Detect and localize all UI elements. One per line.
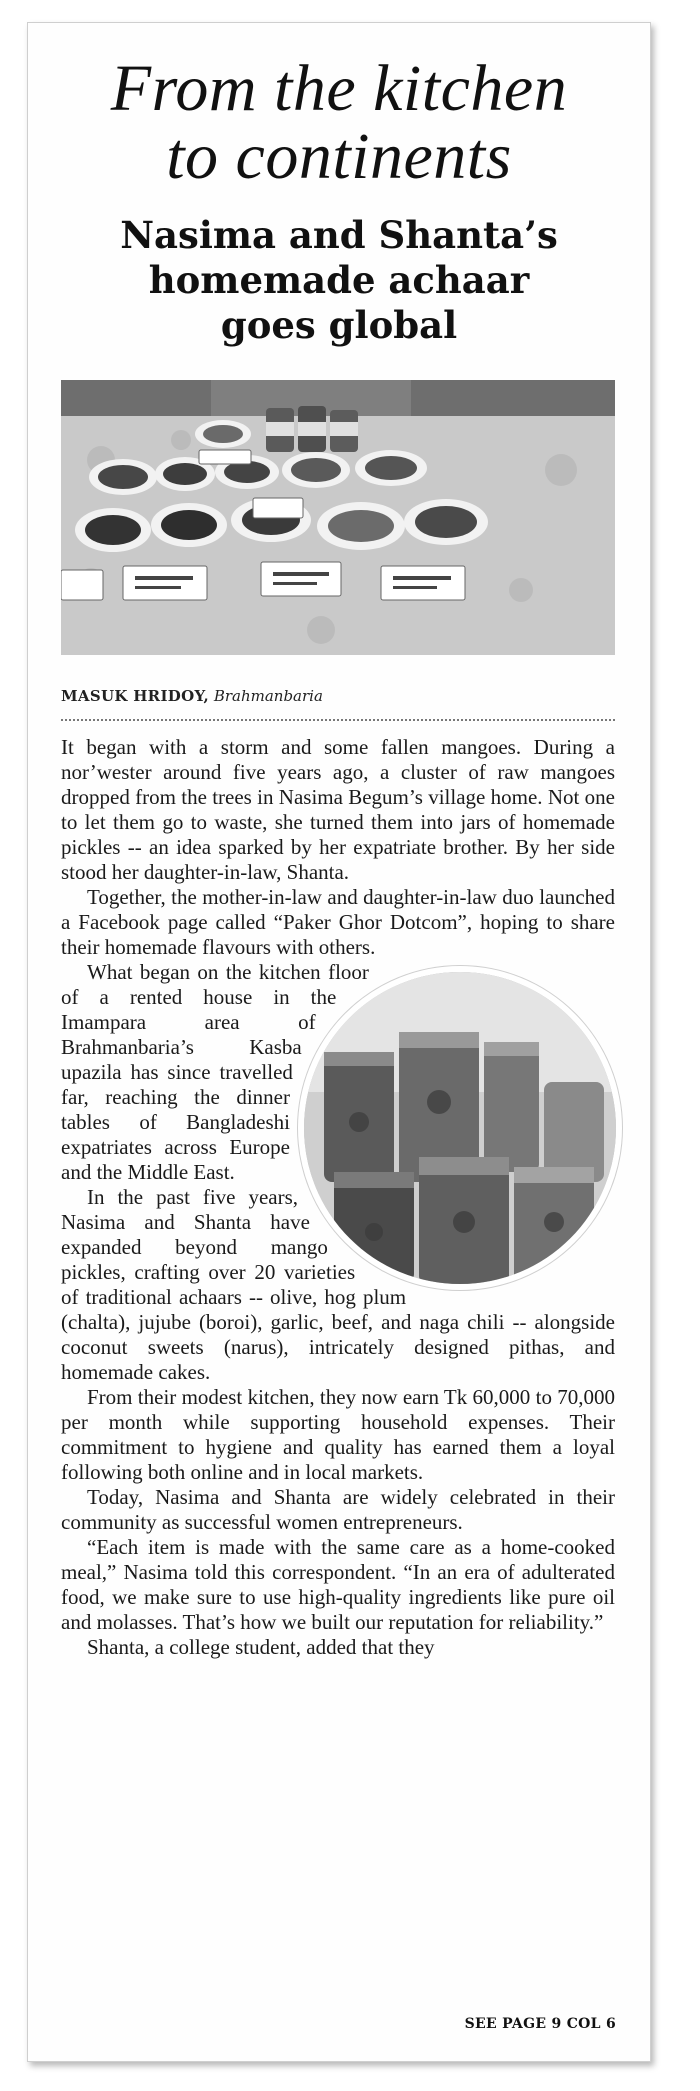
paragraph-3: What began on the kitchen floor of a rented house in the Imampara area of Brahmanbaria’s Kasba upazila has since travelled far, reaching the dinner tables of Bangladeshi expatriates across Europe and the Middle East. <box>61 960 369 1184</box>
paragraph-7: “Each item is made with the same care as a home-cooked meal,” Nasima told this correspondent. “In an era of adulterated food, we make sure to use high-quality ingredients like pure oil and molasses. That’s how we built our reputation for reliability.” <box>61 1535 615 1634</box>
byline-location: Brahmanbaria <box>213 687 323 705</box>
paragraph-2: Together, the mother-in-law and daughter-in-law duo launched a Facebook page called “Paker Ghor Dotcom”, hoping to share their homemade flavours with others. <box>61 885 615 959</box>
paragraph-8: Shanta, a college student, added that they <box>87 1635 435 1659</box>
headline-line-2: to continents <box>166 120 512 193</box>
article-body <box>61 735 615 1660</box>
byline <box>61 687 615 705</box>
pickle-jars-photo <box>298 966 622 1290</box>
headline-line-1: From the kitchen <box>110 52 568 125</box>
subheadline-line-1: Nasima and Shanta’s <box>120 213 558 257</box>
dotted-divider <box>61 719 615 721</box>
paragraph-5: From their modest kitchen, they now earn Tk 60,000 to 70,000 per month while supporting household expenses. Their commitment to hygiene and quality has earned them a loyal following both online and in local markets. <box>61 1385 615 1484</box>
pickle-jars-illustration <box>304 972 616 1284</box>
subheadline-line-2: homemade achaar <box>148 258 530 302</box>
pickles-table-illustration <box>61 380 615 655</box>
headline <box>28 52 650 193</box>
paragraph-1: It began with a storm and some fallen mangoes. During a nor’wester around five years ago, a cluster of raw mangoes dropped from the trees in Nasima Begum’s village home. Not one to let them go to waste, she turned them into jars of homemade pickles -- an idea sparked by her expatriate brother. By her side stood her daughter-in-law, Shanta. <box>61 735 615 884</box>
subheadline <box>28 213 650 348</box>
byline-author: MASUK HRIDOY, <box>61 687 210 705</box>
subheadline-line-3: goes global <box>220 303 458 347</box>
pickles-table-photo <box>61 380 615 655</box>
continuation-note: SEE PAGE 9 COL 6 <box>464 2016 616 2032</box>
newspaper-clipping <box>27 22 651 2062</box>
paragraph-6: Today, Nasima and Shanta are widely celebrated in their community as successful women entrepreneurs. <box>61 1485 615 1534</box>
paragraph-4: In the past five years, Nasima and Shanta have expanded beyond mango pickles, crafting over 20 varieties of traditional achaars -- olive, hog plum (chalta), jujube (boroi), garlic, beef, and naga chili -- alongside coconut sweets (narus), intricately designed pithas, and homemade cakes. <box>61 1185 615 1384</box>
